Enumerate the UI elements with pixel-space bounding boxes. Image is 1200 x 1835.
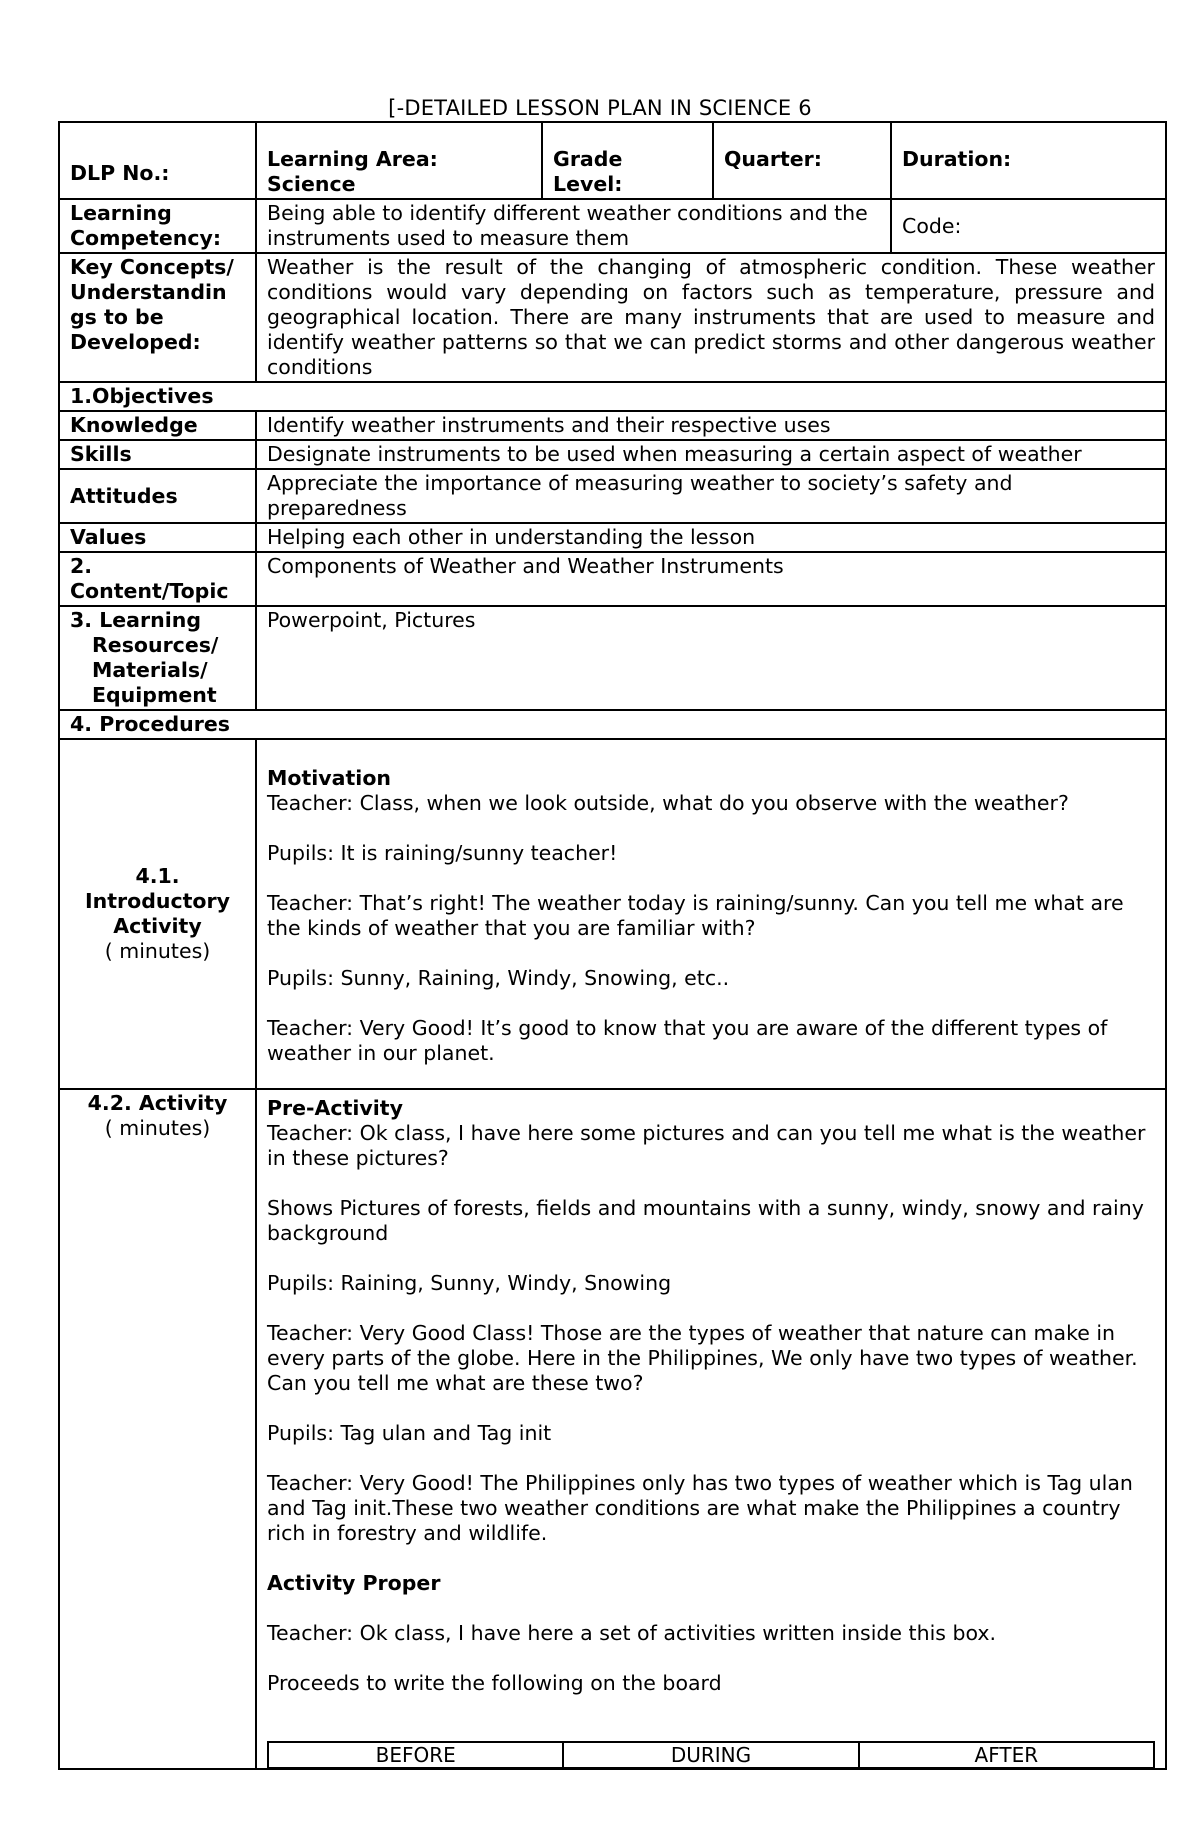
dlp-no-label: DLP No.: bbox=[59, 122, 256, 199]
activity-label-cell bbox=[59, 1089, 256, 1769]
before-header: BEFORE bbox=[268, 1742, 563, 1768]
key-concepts-text: Weather is the result of the changing of atmospheric condition. These weather conditions would vary depending on factors such as temperature, pressure and geographical location. There are many instruments that are used to measure and identify weather patterns so that we can predict storms and other dangerous weather conditions bbox=[256, 253, 1166, 382]
grade-label: Grade bbox=[553, 147, 623, 171]
intro-line-1: Teacher: Class, when we look outside, what do you observe with the weather? bbox=[267, 791, 1069, 815]
key-concepts-label-4: Developed: bbox=[70, 330, 201, 354]
intro-line-4: Pupils: Sunny, Raining, Windy, Snowing, etc.. bbox=[267, 966, 730, 990]
competency-label-1: Learning bbox=[70, 201, 172, 225]
activity-label-2: ( minutes) bbox=[104, 1116, 211, 1140]
key-concepts-label-3: gs to be bbox=[70, 305, 164, 329]
key-concepts-label-cell bbox=[59, 253, 256, 382]
learning-area-label: Learning Area: bbox=[267, 147, 438, 171]
duration-label: Duration: bbox=[891, 122, 1166, 199]
after-header: AFTER bbox=[859, 1742, 1154, 1768]
motivation-heading: Motivation bbox=[267, 766, 392, 790]
activity-line-2: Shows Pictures of forests, fields and mountains with a sunny, windy, snowy and rainy background bbox=[267, 1196, 1144, 1245]
activity-proper-line-2: Proceeds to write the following on the board bbox=[267, 1671, 722, 1695]
activity-proper-line-1: Teacher: Ok class, I have here a set of activities written inside this box. bbox=[267, 1621, 997, 1645]
resources-label-1: 3. Learning bbox=[70, 608, 201, 632]
activity-label-1: 4.2. Activity bbox=[87, 1091, 228, 1115]
resources-text: Powerpoint, Pictures bbox=[256, 606, 1166, 710]
introductory-label-4: ( minutes) bbox=[104, 939, 211, 963]
activity-line-3: Pupils: Raining, Sunny, Windy, Snowing bbox=[267, 1271, 672, 1295]
grade-level-cell bbox=[542, 122, 713, 199]
key-concepts-label-2: Understandin bbox=[70, 280, 227, 304]
competency-label-cell bbox=[59, 199, 256, 253]
lesson-plan-table bbox=[58, 121, 1167, 1770]
resources-label-2: Resources/ bbox=[92, 633, 219, 657]
learning-area-cell bbox=[256, 122, 542, 199]
activity-proper-heading: Activity Proper bbox=[267, 1571, 441, 1595]
attitudes-label: Attitudes bbox=[59, 469, 256, 523]
intro-line-5: Teacher: Very Good! It’s good to know that you are aware of the different types of weather in our planet. bbox=[267, 1016, 1108, 1065]
activity-line-6: Teacher: Very Good! The Philippines only has two types of weather which is Tag ulan and Tag init.These two weather conditions are what make the Philippines a country rich in forestry and wildlife. bbox=[267, 1471, 1133, 1545]
learning-area-value: Science bbox=[267, 172, 356, 196]
competency-text: Being able to identify different weather conditions and the instruments used to measure them bbox=[256, 199, 891, 253]
procedures-heading: 4. Procedures bbox=[59, 710, 1166, 739]
activity-line-4: Teacher: Very Good Class! Those are the types of weather that nature can make in every parts of the globe. Here in the Philippines, We only have two types of weather. Can you tell me what are these two? bbox=[267, 1321, 1138, 1395]
attitudes-text: Appreciate the importance of measuring weather to society’s safety and preparedness bbox=[256, 469, 1166, 523]
during-header: DURING bbox=[563, 1742, 858, 1768]
resources-label-cell bbox=[59, 606, 256, 710]
intro-line-2: Pupils: It is raining/sunny teacher! bbox=[267, 841, 618, 865]
pre-activity-heading: Pre-Activity bbox=[267, 1096, 403, 1120]
document-title: [-DETAILED LESSON PLAN IN SCIENCE 6 bbox=[388, 96, 812, 120]
objectives-heading: 1.Objectives bbox=[59, 382, 1166, 411]
key-concepts-label-1: Key Concepts/ bbox=[70, 255, 234, 279]
introductory-content bbox=[256, 739, 1166, 1089]
skills-text: Designate instruments to be used when measuring a certain aspect of weather bbox=[256, 440, 1166, 469]
values-label: Values bbox=[59, 523, 256, 552]
intro-line-3: Teacher: That’s right! The weather today is raining/sunny. Can you tell me what are the kinds of weather that you are familiar with? bbox=[267, 891, 1124, 940]
content-label-cell bbox=[59, 552, 256, 606]
quarter-label: Quarter: bbox=[713, 122, 891, 199]
introductory-label-cell bbox=[59, 739, 256, 1089]
activity-line-5: Pupils: Tag ulan and Tag init bbox=[267, 1421, 552, 1445]
grade-level-label: Level: bbox=[553, 172, 623, 196]
before-during-after-table bbox=[267, 1741, 1155, 1769]
values-text: Helping each other in understanding the lesson bbox=[256, 523, 1166, 552]
knowledge-text: Identify weather instruments and their respective uses bbox=[256, 411, 1166, 440]
introductory-label-2: Introductory bbox=[85, 889, 230, 913]
activity-content bbox=[256, 1089, 1166, 1769]
competency-label-2: Competency: bbox=[70, 226, 222, 250]
knowledge-label: Knowledge bbox=[59, 411, 256, 440]
activity-line-1: Teacher: Ok class, I have here some pictures and can you tell me what is the weather in these pictures? bbox=[267, 1121, 1146, 1170]
content-label-2: Content/Topic bbox=[70, 579, 229, 603]
content-text: Components of Weather and Weather Instruments bbox=[256, 552, 1166, 606]
code-label: Code: bbox=[891, 199, 1166, 253]
introductory-label-1: 4.1. bbox=[135, 864, 180, 888]
content-label-1: 2. bbox=[70, 554, 93, 578]
introductory-label-3: Activity bbox=[113, 914, 202, 938]
skills-label: Skills bbox=[59, 440, 256, 469]
resources-label-4: Equipment bbox=[92, 683, 217, 707]
resources-label-3: Materials/ bbox=[92, 658, 208, 682]
